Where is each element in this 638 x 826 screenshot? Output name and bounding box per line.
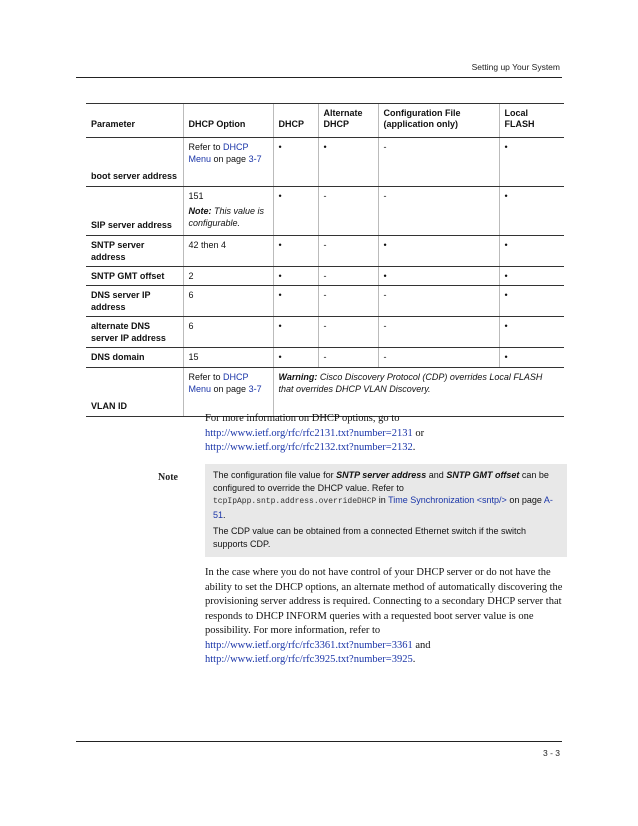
- rfc3361-link[interactable]: http://www.ietf.org/rfc/rfc3361.txt?number=3361: [205, 639, 413, 651]
- page-ref-link[interactable]: 3-7: [248, 153, 262, 164]
- note-text: can be configured to override the DHCP value. Refer to: [213, 470, 549, 493]
- param-name: SNTP server address: [86, 235, 183, 266]
- table-row: [86, 348, 564, 367]
- dhcp-option-cell: [183, 186, 273, 235]
- note-label: Note: [158, 472, 178, 483]
- config-file-cell: -: [378, 285, 499, 316]
- body-and: and: [412, 639, 431, 651]
- dhcp-parameters-table: [86, 103, 564, 417]
- dhcp-cell: •: [273, 285, 318, 316]
- note-paragraph-1: [213, 469, 559, 521]
- col-header-alternate-dhcp: [318, 104, 378, 138]
- vlan-warning-cell: [273, 367, 564, 416]
- local-flash-cell: •: [499, 186, 564, 235]
- page-ref-link[interactable]: 3-7: [248, 383, 262, 394]
- option-value: 151: [188, 190, 204, 201]
- col-header-local-line1: Local: [504, 108, 529, 118]
- table-row: [86, 235, 564, 266]
- config-file-cell: -: [378, 186, 499, 235]
- option-note-label: Note:: [188, 205, 212, 216]
- info-or: or: [412, 427, 425, 439]
- dhcp-option-cell: 2: [183, 266, 273, 285]
- note-text: .: [223, 509, 226, 520]
- local-flash-cell: •: [499, 348, 564, 367]
- body-text: In the case where you do not have control of your DHCP server or do not have the ability to set the DHCP options, an alternate method of automatically discovering the provisioning server address is required. Connecting to a secondary DHCP server that responds to DHCP INFORM queries with a requested boot server value is one possibility. For more information, refer to: [205, 567, 563, 636]
- alternate-dhcp-cell: -: [318, 317, 378, 348]
- info-intro: For more information on DHCP options, go to: [205, 413, 400, 424]
- note-paragraph-2: The CDP value can be obtained from a connected Ethernet switch if the switch supports CDP.: [213, 526, 527, 549]
- param-name: SNTP GMT offset: [86, 266, 183, 285]
- col-header-local-line2: FLASH: [504, 119, 535, 130]
- col-header-parameter: Parameter: [86, 104, 183, 138]
- param-name: SIP server address: [86, 186, 183, 235]
- note-text: in: [376, 495, 389, 505]
- col-header-config-line1: Configuration File: [383, 108, 461, 118]
- col-header-alternate-line2: DHCP: [323, 119, 350, 130]
- alternate-dhcp-cell: -: [318, 348, 378, 367]
- table-row: [86, 367, 564, 416]
- page-number: 3 - 3: [542, 748, 560, 758]
- dhcp-cell: •: [273, 186, 318, 235]
- local-flash-cell: •: [499, 317, 564, 348]
- param-name: VLAN ID: [86, 367, 183, 416]
- option-prefix: Refer to: [188, 371, 224, 382]
- option-note-text: This value is configurable.: [188, 205, 265, 228]
- time-sync-link[interactable]: Time Synchronization <sntp/>: [388, 495, 507, 505]
- table-row: [86, 285, 564, 316]
- option-suffix: on page: [211, 383, 249, 394]
- local-flash-cell: •: [499, 266, 564, 285]
- config-file-cell: •: [378, 266, 499, 285]
- warning-label: Warning:: [278, 371, 318, 382]
- dhcp-cell: •: [273, 137, 318, 186]
- rfc2132-link[interactable]: http://www.ietf.org/rfc/rfc2132.txt?number=2132: [205, 442, 413, 453]
- col-header-config-line2: (application only): [383, 119, 459, 130]
- param-name: DNS server IP address: [86, 285, 183, 316]
- col-header-dhcp: DHCP: [273, 104, 318, 138]
- rfc2131-link[interactable]: http://www.ietf.org/rfc/rfc2131.txt?number=2131: [205, 427, 413, 439]
- local-flash-cell: •: [499, 137, 564, 186]
- col-header-configuration-file: [378, 104, 499, 138]
- rfc3925-link[interactable]: http://www.ietf.org/rfc/rfc3925.txt?number=3925: [205, 654, 413, 665]
- config-file-cell: -: [378, 317, 499, 348]
- note-text: and: [426, 470, 447, 480]
- info-end: .: [412, 442, 416, 453]
- param-name: alternate DNS server IP address: [86, 317, 183, 348]
- config-file-cell: •: [378, 235, 499, 266]
- footer-rule: [76, 741, 562, 742]
- local-flash-cell: •: [499, 235, 564, 266]
- table-row: [86, 186, 564, 235]
- alternate-dhcp-cell: -: [318, 186, 378, 235]
- alternate-dhcp-cell: -: [318, 266, 378, 285]
- warning-text: Cisco Discovery Protocol (CDP) overrides Local FLASH that overrides DHCP VLAN Discovery.: [278, 371, 543, 394]
- dhcp-cell: •: [273, 348, 318, 367]
- note-emphasis-sntp-gmt: SNTP GMT offset: [446, 470, 520, 480]
- param-name: DNS domain: [86, 348, 183, 367]
- col-header-local-flash: [499, 104, 564, 138]
- table-row: [86, 137, 564, 186]
- dhcp-cell: •: [273, 317, 318, 348]
- dhcp-option-cell: 6: [183, 317, 273, 348]
- dhcp-options-info: [205, 412, 565, 456]
- note-text: on page: [506, 495, 544, 505]
- dhcp-option-cell: 6: [183, 285, 273, 316]
- alternate-method-paragraph: [205, 566, 565, 668]
- col-header-alternate-line1: Alternate: [323, 108, 363, 118]
- header-rule: [76, 77, 562, 78]
- note-box: [205, 464, 567, 557]
- alternate-dhcp-cell: •: [318, 137, 378, 186]
- alternate-dhcp-cell: -: [318, 285, 378, 316]
- table-row: [86, 317, 564, 348]
- running-header: Setting up Your System: [471, 62, 560, 72]
- option-suffix: on page: [211, 153, 249, 164]
- dhcp-option-cell: 15: [183, 348, 273, 367]
- dhcp-cell: •: [273, 266, 318, 285]
- table-header-row: [86, 104, 564, 138]
- table-row: [86, 266, 564, 285]
- dhcp-option-cell: 42 then 4: [183, 235, 273, 266]
- note-text: The configuration file value for: [213, 470, 337, 480]
- option-note: [189, 205, 268, 229]
- body-end: .: [412, 654, 416, 665]
- col-header-dhcp-option: DHCP Option: [183, 104, 273, 138]
- option-prefix: Refer to: [188, 141, 224, 152]
- param-name: boot server address: [86, 137, 183, 186]
- config-file-cell: -: [378, 137, 499, 186]
- dhcp-cell: •: [273, 235, 318, 266]
- dhcp-option-cell: [183, 367, 273, 416]
- dhcp-option-cell: [183, 137, 273, 186]
- dhcp-menu-link[interactable]: DHCP Menu: [188, 141, 249, 164]
- local-flash-cell: •: [499, 285, 564, 316]
- config-file-cell: -: [378, 348, 499, 367]
- page-a51-link[interactable]: A-51: [213, 495, 553, 520]
- dhcp-menu-link[interactable]: DHCP Menu: [188, 371, 249, 394]
- note-code: tcpIpApp.sntp.address.overrideDHCP: [213, 497, 377, 506]
- note-emphasis-sntp-server: SNTP server address: [336, 470, 427, 480]
- alternate-dhcp-cell: -: [318, 235, 378, 266]
